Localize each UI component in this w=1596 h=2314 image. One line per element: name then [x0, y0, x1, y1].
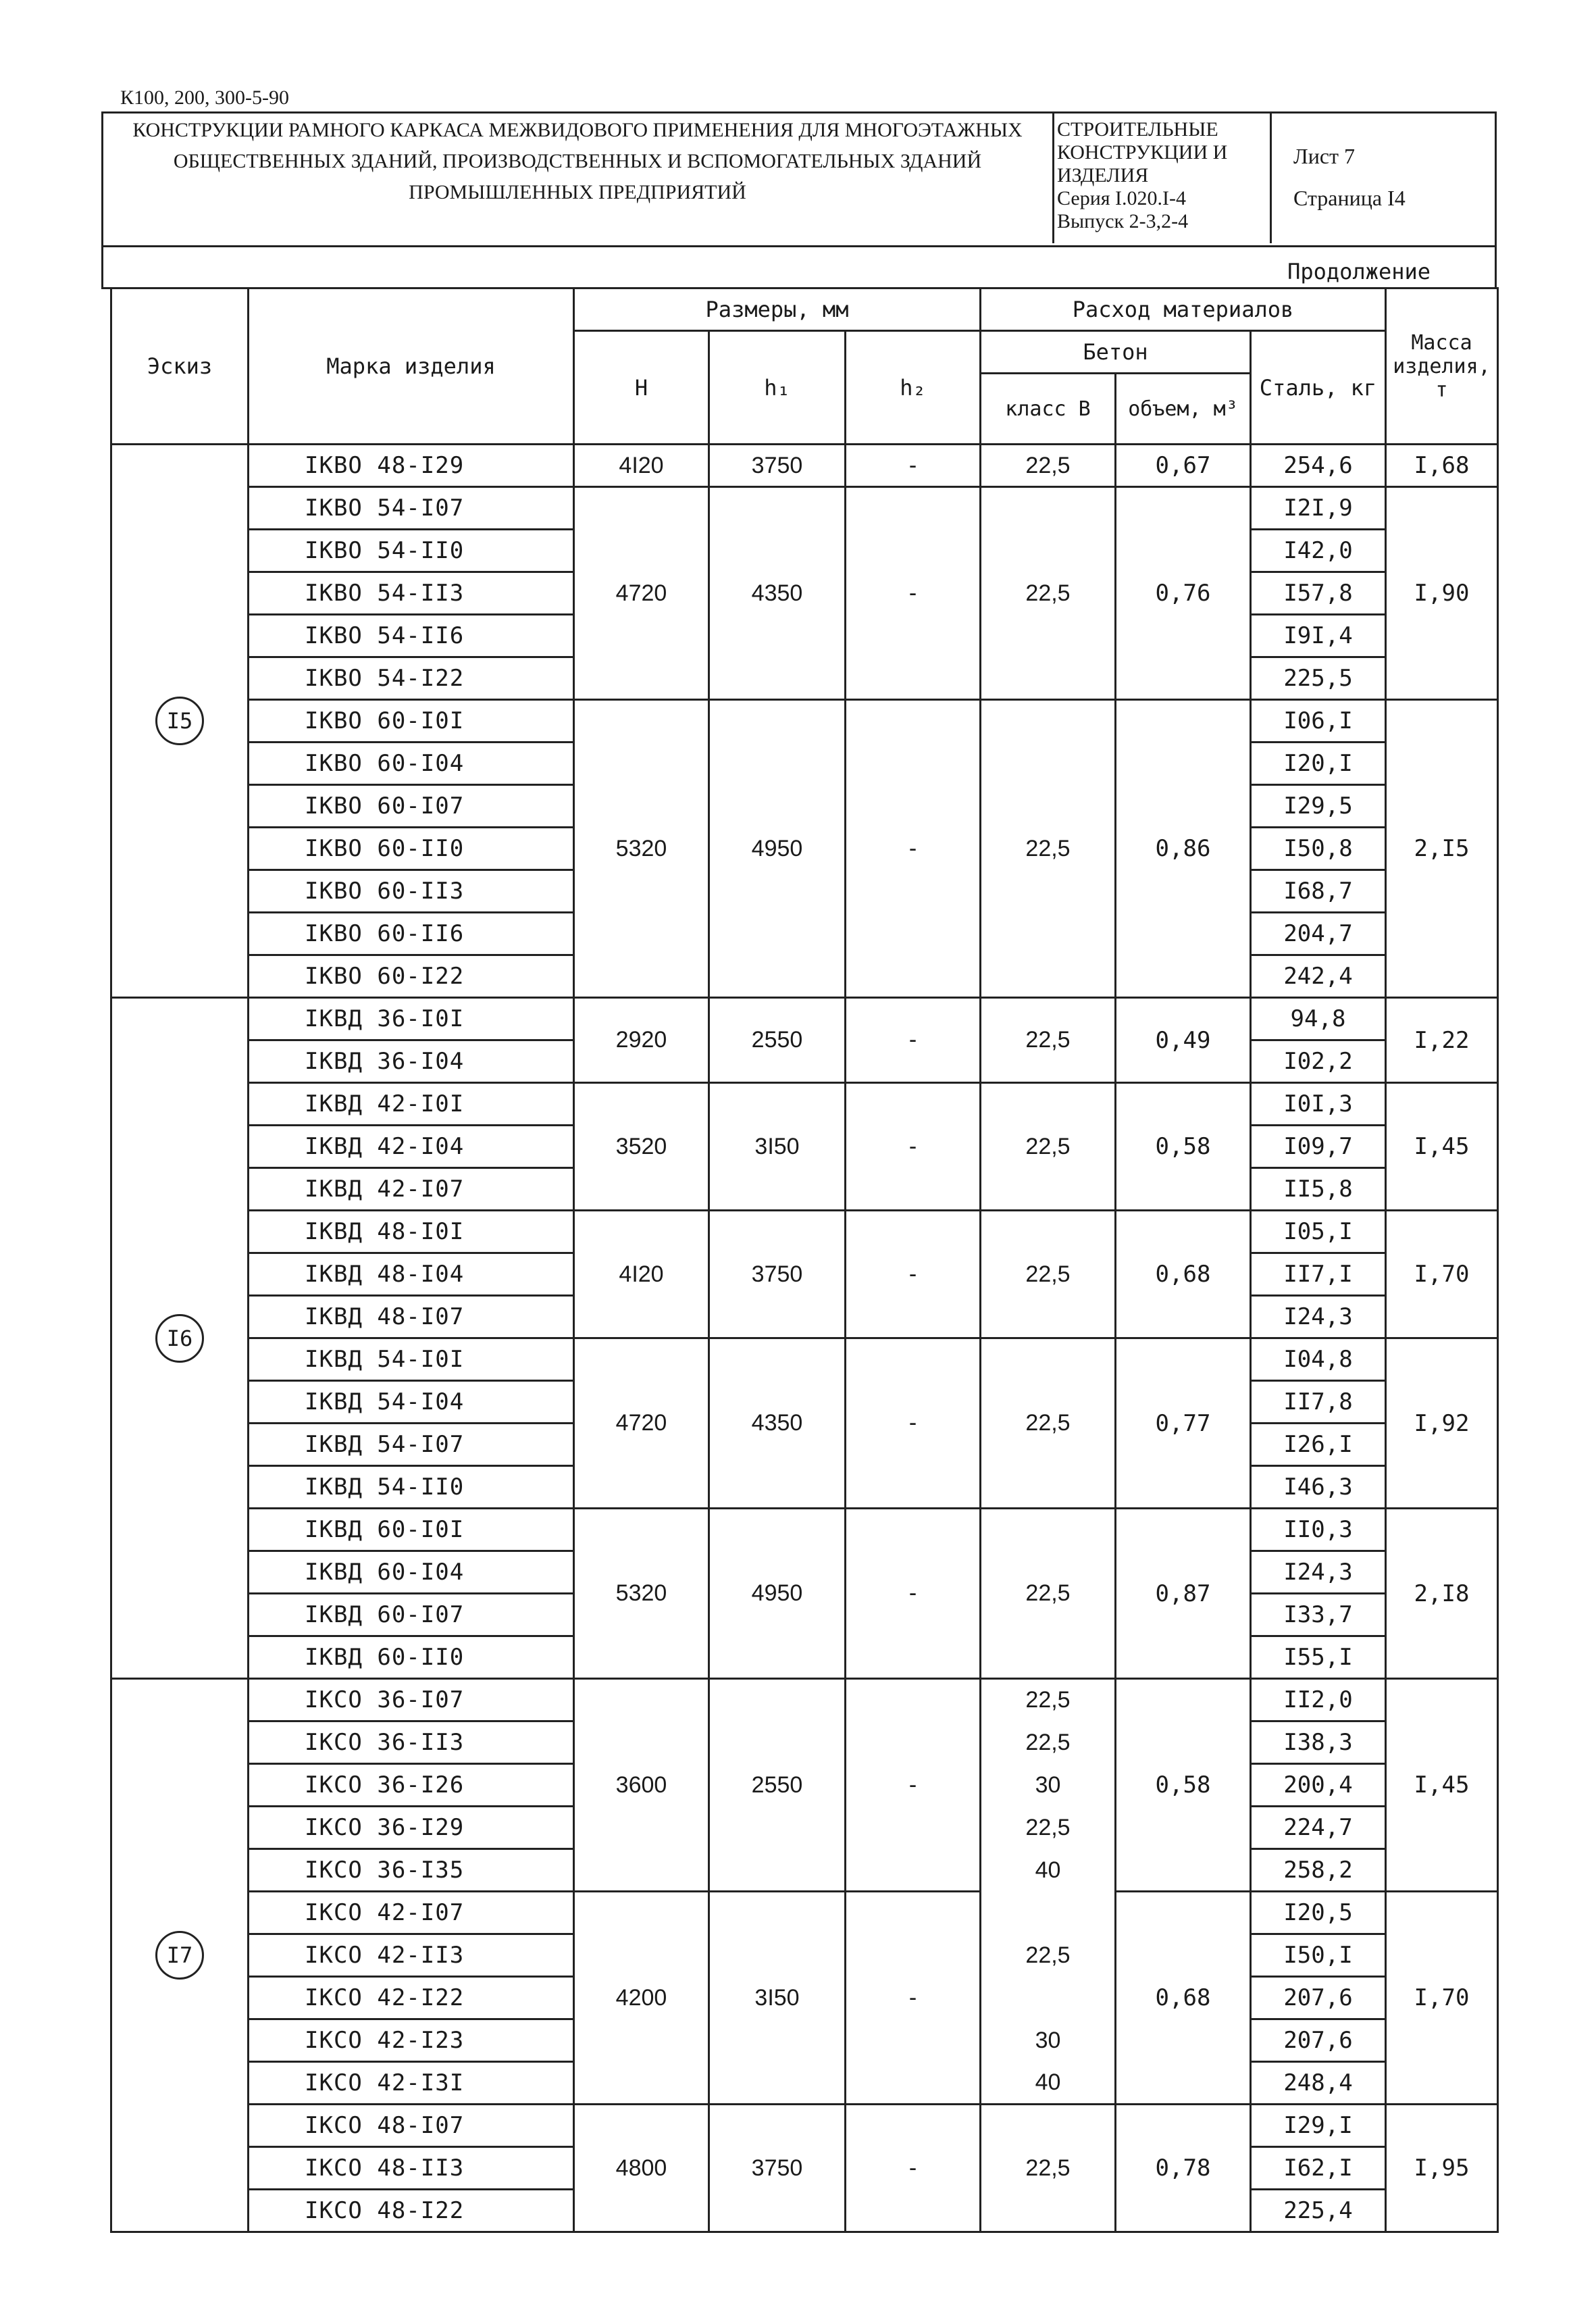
table-row [111, 2105, 1498, 2147]
steel-cell: I20,I [1251, 743, 1386, 785]
col-mass: Масса изделия, т [1386, 288, 1498, 445]
page-number: Страница I4 [1293, 186, 1406, 210]
volume-cell: 0,76 [1116, 487, 1251, 700]
size-H-cell: 4200 [574, 1892, 709, 2105]
size-h2-cell: - [846, 1509, 981, 1679]
mark-cell: IКВД 54-I04 [249, 1381, 574, 1424]
series-line: СТРОИТЕЛЬНЫЕ [1057, 118, 1218, 141]
class-cell: 22,5 [981, 1211, 1116, 1338]
materials-table [110, 287, 1499, 2233]
mark-cell: IКВО 60-II6 [249, 913, 574, 955]
col-h1: h₁ [709, 331, 846, 445]
series-line: ИЗДЕЛИЯ [1057, 164, 1149, 186]
mark-cell: IКСО 42-I22 [249, 1977, 574, 2019]
steel-cell: 242,4 [1251, 955, 1386, 998]
size-h2-cell: - [846, 2105, 981, 2232]
steel-cell: I55,I [1251, 1636, 1386, 1679]
table-row [111, 1892, 1498, 1934]
class-cell: 22,5 [981, 998, 1116, 1083]
steel-cell: I62,I [1251, 2147, 1386, 2190]
steel-cell: I06,I [1251, 700, 1386, 743]
col-mark: Марка изделия [249, 288, 574, 445]
size-h2-cell: - [846, 998, 981, 1083]
mark-cell: IКСО 42-II3 [249, 1934, 574, 1977]
steel-cell: 200,4 [1251, 1764, 1386, 1807]
size-h2-cell: - [846, 487, 981, 700]
steel-cell: I04,8 [1251, 1338, 1386, 1381]
mass-cell: I,70 [1386, 1892, 1498, 2105]
class-cell: 22,5 [981, 1083, 1116, 1211]
steel-cell: 207,6 [1251, 2019, 1386, 2062]
size-h1-cell: 4350 [709, 1338, 846, 1509]
mark-cell: IКВД 60-II0 [249, 1636, 574, 1679]
steel-cell: I09,7 [1251, 1126, 1386, 1168]
mark-cell: IКВД 54-II0 [249, 1466, 574, 1509]
mass-cell: I,22 [1386, 998, 1498, 1083]
sketch-number: I5 [155, 697, 204, 745]
sketch-number: I6 [155, 1314, 204, 1363]
series-line: Выпуск 2-3,2-4 [1057, 210, 1189, 232]
steel-cell: II7,I [1251, 1253, 1386, 1296]
size-H-cell: 4720 [574, 1338, 709, 1509]
size-h1-cell: 2550 [709, 1679, 846, 1892]
document-title: КОНСТРУКЦИИ РАМНОГО КАРКАСА МЕЖВИДОВОГО ПРИМЕНЕНИЯ ДЛЯ МНОГОЭТАЖНЫХ ОБЩЕСТВЕННЫХ ЗДАНИЙ, ПРОИЗВОДСТВЕННЫХ И ВСПОМОГАТЕЛЬНЫХ ЗДАНИЙ ПРОМЫШЛЕННЫХ ПРЕДПРИЯТИЙ [132, 119, 1023, 203]
sheet-number: Лист 7 [1293, 144, 1356, 168]
size-H-cell: 4720 [574, 487, 709, 700]
size-H-cell: 4I20 [574, 445, 709, 487]
size-h2-cell: - [846, 1892, 981, 2105]
mark-cell: IКВО 54-II3 [249, 572, 574, 615]
mark-cell: IКВО 60-I0I [249, 700, 574, 743]
mark-cell: IКВД 36-I0I [249, 998, 574, 1040]
mark-cell: IКВО 54-II6 [249, 615, 574, 657]
volume-cell: 0,67 [1116, 445, 1251, 487]
mark-cell: IКВО 60-I07 [249, 785, 574, 828]
size-h2-cell: - [846, 445, 981, 487]
steel-cell: 254,6 [1251, 445, 1386, 487]
steel-cell: I57,8 [1251, 572, 1386, 615]
header-divider-2 [1270, 111, 1272, 243]
volume-cell: 0,49 [1116, 998, 1251, 1083]
mark-cell: IКСО 36-I35 [249, 1849, 574, 1892]
mark-cell: IКВО 54-II0 [249, 530, 574, 572]
steel-cell: I9I,4 [1251, 615, 1386, 657]
class-cell: 22,5 [981, 700, 1116, 998]
class-cell [981, 1977, 1116, 2019]
mass-cell: 2,I5 [1386, 700, 1498, 998]
mass-cell: I,45 [1386, 1083, 1498, 1211]
class-cell: 40 [981, 1849, 1116, 1892]
steel-cell: I33,7 [1251, 1594, 1386, 1636]
class-cell: 22,5 [981, 1509, 1116, 1679]
mass-cell: I,45 [1386, 1679, 1498, 1892]
mark-cell: IКСО 42-I23 [249, 2019, 574, 2062]
table-row [111, 700, 1498, 743]
size-h2-cell: - [846, 700, 981, 998]
mark-cell: IКВД 60-I0I [249, 1509, 574, 1551]
col-sketch: Эскиз [111, 288, 249, 445]
col-H: H [574, 331, 709, 445]
steel-cell: I29,5 [1251, 785, 1386, 828]
steel-cell: 224,7 [1251, 1807, 1386, 1849]
col-steel: Сталь, кг [1251, 331, 1386, 445]
mass-cell: I,68 [1386, 445, 1498, 487]
steel-cell: 258,2 [1251, 1849, 1386, 1892]
steel-cell: 94,8 [1251, 998, 1386, 1040]
mass-cell: 2,I8 [1386, 1509, 1498, 1679]
steel-cell: I20,5 [1251, 1892, 1386, 1934]
class-cell: 22,5 [981, 445, 1116, 487]
steel-cell: I50,I [1251, 1934, 1386, 1977]
mark-cell: IКСО 36-I29 [249, 1807, 574, 1849]
volume-cell: 0,86 [1116, 700, 1251, 998]
mark-cell: IКСО 48-I07 [249, 2105, 574, 2147]
size-H-cell: 4800 [574, 2105, 709, 2232]
mark-cell: IКВО 54-I22 [249, 657, 574, 700]
sketch-cell [111, 1679, 249, 2232]
size-H-cell: 3520 [574, 1083, 709, 1211]
size-h1-cell: 4950 [709, 1509, 846, 1679]
volume-cell: 0,68 [1116, 1892, 1251, 2105]
steel-cell: II2,0 [1251, 1679, 1386, 1721]
series-line: Серия I.020.I-4 [1057, 187, 1187, 209]
steel-cell: I26,I [1251, 1424, 1386, 1466]
table-row [111, 1509, 1498, 1551]
steel-cell: 207,6 [1251, 1977, 1386, 2019]
col-class: класс В [981, 374, 1116, 445]
steel-cell: I24,3 [1251, 1296, 1386, 1338]
mark-cell: IКСО 42-I07 [249, 1892, 574, 1934]
size-h1-cell: 3I50 [709, 1083, 846, 1211]
size-h1-cell: 4950 [709, 700, 846, 998]
size-h1-cell: 3I50 [709, 1892, 846, 2105]
size-h1-cell: 2550 [709, 998, 846, 1083]
steel-cell: I24,3 [1251, 1551, 1386, 1594]
class-cell: 30 [981, 2019, 1116, 2062]
mark-cell: IКСО 42-I3I [249, 2062, 574, 2105]
mark-cell: IКВО 60-I04 [249, 743, 574, 785]
size-h2-cell: - [846, 1679, 981, 1892]
document-code: К100, 200, 300-5-90 [120, 86, 289, 109]
steel-cell: II7,8 [1251, 1381, 1386, 1424]
mark-cell: IКВД 54-I07 [249, 1424, 574, 1466]
mark-cell: IКВО 54-I07 [249, 487, 574, 530]
size-H-cell: 5320 [574, 700, 709, 998]
mark-cell: IКСО 48-II3 [249, 2147, 574, 2190]
mark-cell: IКВО 60-II3 [249, 870, 574, 913]
header-divider-1 [1052, 111, 1054, 243]
volume-cell: 0,58 [1116, 1083, 1251, 1211]
class-cell: 30 [981, 1764, 1116, 1807]
continuation-label: Продолжение [1287, 259, 1431, 284]
steel-cell: I0I,3 [1251, 1083, 1386, 1126]
size-h1-cell: 3750 [709, 445, 846, 487]
size-h1-cell: 3750 [709, 1211, 846, 1338]
class-cell: 40 [981, 2062, 1116, 2105]
sheet-block [1293, 135, 1406, 219]
sketch-cell [111, 998, 249, 1679]
size-h2-cell: - [846, 1083, 981, 1211]
series-block [1057, 118, 1266, 233]
mark-cell: IКВД 60-I07 [249, 1594, 574, 1636]
steel-cell: I29,I [1251, 2105, 1386, 2147]
size-H-cell: 3600 [574, 1679, 709, 1892]
size-h1-cell: 4350 [709, 487, 846, 700]
mark-cell: IКВД 48-I04 [249, 1253, 574, 1296]
mark-cell: IКВО 48-I29 [249, 445, 574, 487]
table-row [111, 445, 1498, 487]
mark-cell: IКСО 36-II3 [249, 1721, 574, 1764]
col-materials: Расход материалов [981, 288, 1386, 331]
mark-cell: IКВД 48-I0I [249, 1211, 574, 1253]
steel-cell: I38,3 [1251, 1721, 1386, 1764]
sketch-cell [111, 445, 249, 998]
volume-cell: 0,87 [1116, 1509, 1251, 1679]
mass-cell: I,90 [1386, 487, 1498, 700]
mark-cell: IКСО 36-I26 [249, 1764, 574, 1807]
series-line: КОНСТРУКЦИИ И [1057, 141, 1228, 164]
mark-cell: IКВД 42-I0I [249, 1083, 574, 1126]
class-cell: 22,5 [981, 2105, 1116, 2232]
col-h2: h₂ [846, 331, 981, 445]
mass-cell: I,95 [1386, 2105, 1498, 2232]
steel-cell: II0,3 [1251, 1509, 1386, 1551]
class-cell: 22,5 [981, 1679, 1116, 1721]
volume-cell: 0,68 [1116, 1211, 1251, 1338]
table-row [111, 1338, 1498, 1381]
size-H-cell: 5320 [574, 1509, 709, 1679]
volume-cell: 0,78 [1116, 2105, 1251, 2232]
class-cell: 22,5 [981, 1934, 1116, 1977]
mark-cell: IКВД 48-I07 [249, 1296, 574, 1338]
size-h2-cell: - [846, 1338, 981, 1509]
steel-cell: I46,3 [1251, 1466, 1386, 1509]
table-row [111, 998, 1498, 1040]
size-h2-cell: - [846, 1211, 981, 1338]
mass-cell: I,92 [1386, 1338, 1498, 1509]
size-h1-cell: 3750 [709, 2105, 846, 2232]
steel-cell: I05,I [1251, 1211, 1386, 1253]
steel-cell: 204,7 [1251, 913, 1386, 955]
mark-cell: IКВО 60-I22 [249, 955, 574, 998]
steel-cell: 248,4 [1251, 2062, 1386, 2105]
mark-cell: IКСО 48-I22 [249, 2190, 574, 2232]
mark-cell: IКВД 60-I04 [249, 1551, 574, 1594]
table-row [111, 1083, 1498, 1126]
steel-cell: 225,4 [1251, 2190, 1386, 2232]
steel-cell: I50,8 [1251, 828, 1386, 870]
class-cell: 22,5 [981, 1807, 1116, 1849]
class-cell: 22,5 [981, 1721, 1116, 1764]
mark-cell: IКВД 42-I07 [249, 1168, 574, 1211]
steel-cell: I42,0 [1251, 530, 1386, 572]
mark-cell: IКВД 54-I0I [249, 1338, 574, 1381]
mark-cell: IКСО 36-I07 [249, 1679, 574, 1721]
steel-cell: 225,5 [1251, 657, 1386, 700]
class-cell: 22,5 [981, 487, 1116, 700]
steel-cell: I68,7 [1251, 870, 1386, 913]
sketch-number: I7 [155, 1931, 204, 1980]
col-volume: объем, м³ [1116, 374, 1251, 445]
col-sizes: Размеры, мм [574, 288, 981, 331]
class-cell [981, 1892, 1116, 1934]
steel-cell: II5,8 [1251, 1168, 1386, 1211]
table-row [111, 487, 1498, 530]
steel-cell: I02,2 [1251, 1040, 1386, 1083]
mark-cell: IКВД 36-I04 [249, 1040, 574, 1083]
mark-cell: IКВД 42-I04 [249, 1126, 574, 1168]
class-cell: 22,5 [981, 1338, 1116, 1509]
table-row [111, 1211, 1498, 1253]
volume-cell: 0,58 [1116, 1679, 1251, 1892]
volume-cell: 0,77 [1116, 1338, 1251, 1509]
table-row [111, 1679, 1498, 1721]
steel-cell: I2I,9 [1251, 487, 1386, 530]
mark-cell: IКВО 60-II0 [249, 828, 574, 870]
size-H-cell: 2920 [574, 998, 709, 1083]
mass-cell: I,70 [1386, 1211, 1498, 1338]
size-H-cell: 4I20 [574, 1211, 709, 1338]
col-concrete: Бетон [981, 331, 1251, 374]
